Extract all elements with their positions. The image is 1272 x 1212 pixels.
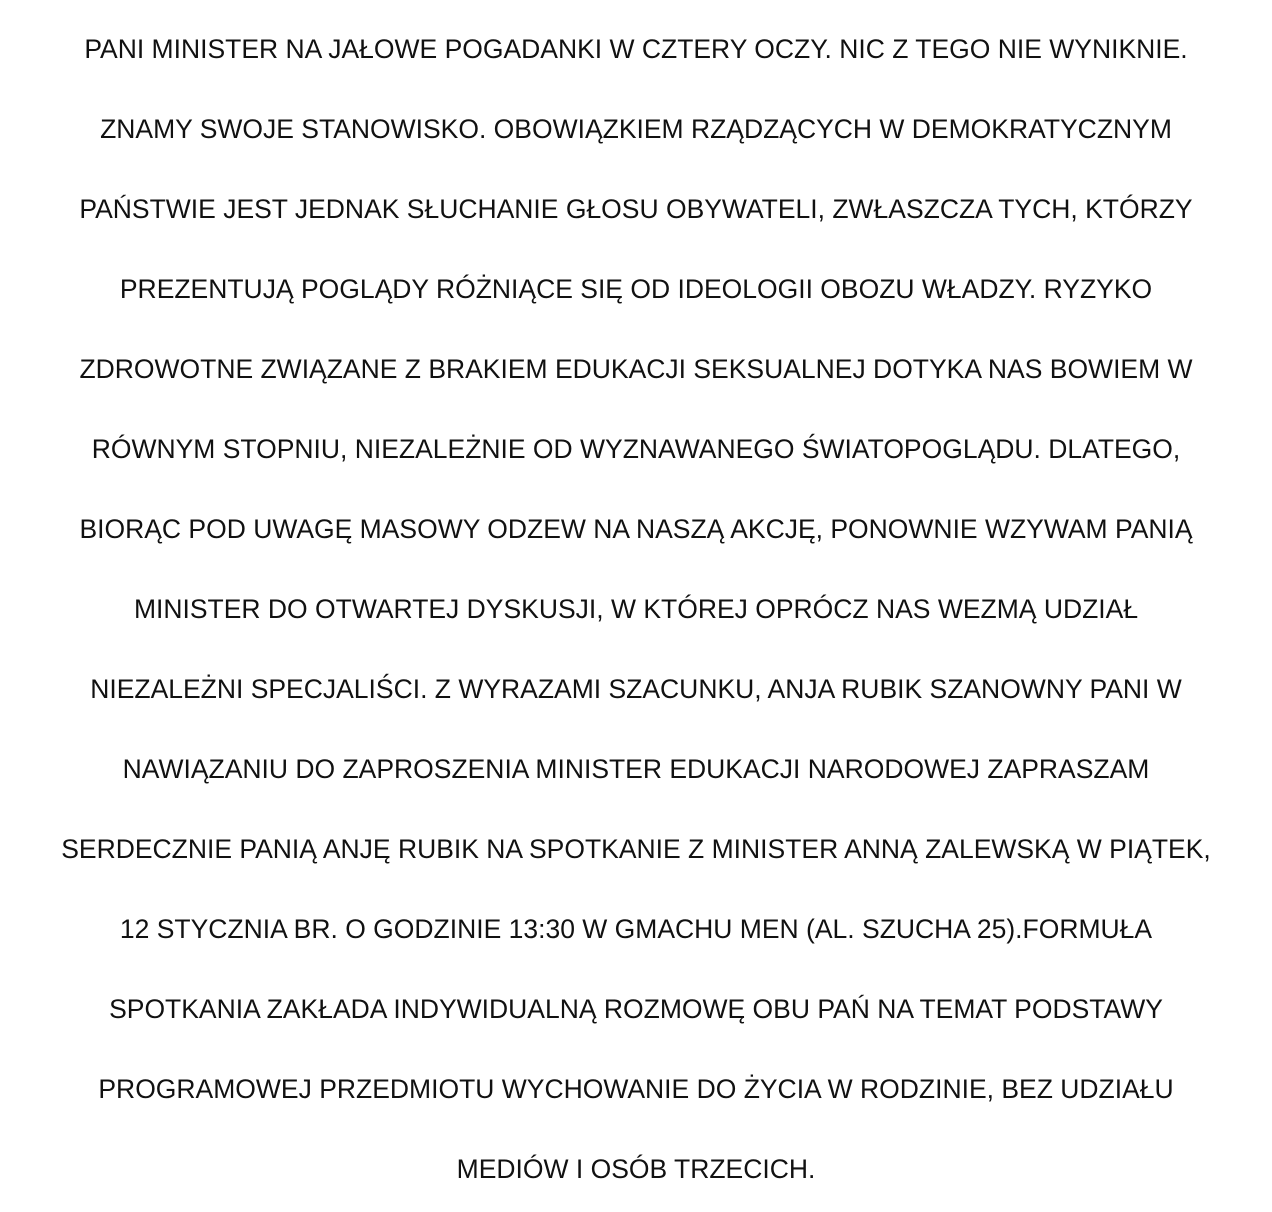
text-line-7: BIORĄC POD UWAGĘ MASOWY ODZEW NA NASZĄ AKCJĘ, PONOWNIE WZYWAM PANIĄ [79,514,1193,544]
text-line-5: ZDROWOTNE ZWIĄZANE Z BRAKIEM EDUKACJI SEKSUALNEJ DOTYKA NAS BOWIEM W [79,354,1193,384]
text-line-14: PROGRAMOWEJ PRZEDMIOTU WYCHOWANIE DO ŻYCIA W RODZINIE, BEZ UDZIAŁU [98,1074,1174,1104]
text-line-12: 12 STYCZNIA BR. O GODZINIE 13:30 W GMACHU MEN (AL. SZUCHA 25).FORMUŁA [119,914,1153,944]
text-line-2: ZNAMY SWOJE STANOWISKO. OBOWIĄZKIEM RZĄDZĄCYCH W DEMOKRATYCZNYM [100,114,1172,144]
text-line-11: SERDECZNIE PANIĄ ANJĘ RUBIK NA SPOTKANIE Z MINISTER ANNĄ ZALEWSKĄ W PIĄTEK, [61,834,1211,864]
text-line-6: RÓWNYM STOPNIU, NIEZALEŻNIE OD WYZNAWANEGO ŚWIATOPOGLĄDU. DLATEGO, [91,434,1181,464]
text-line-8: MINISTER DO OTWARTEJ DYSKUSJI, W KTÓREJ OPRÓCZ NAS WEZMĄ UDZIAŁ [133,594,1139,624]
text-line-9: NIEZALEŻNI SPECJALIŚCI. Z WYRAZAMI SZACUNKU, ANJA RUBIK SZANOWNY PANI W [90,674,1182,704]
text-line-15: MEDIÓW I OSÓB TRZECICH. [456,1154,816,1184]
text-line-13: SPOTKANIA ZAKŁADA INDYWIDUALNĄ ROZMOWĘ OBU PAŃ NA TEMAT PODSTAWY [109,994,1163,1024]
text-line-1: PANI MINISTER NA JAŁOWE POGADANKI W CZTERY OCZY. NIC Z TEGO NIE WYNIKNIE. [84,34,1188,64]
text-line-4: PREZENTUJĄ POGLĄDY RÓŻNIĄCE SIĘ OD IDEOLOGII OBOZU WŁADZY. RYZYKO [119,274,1153,304]
text-line-10: NAWIĄZANIU DO ZAPROSZENIA MINISTER EDUKACJI NARODOWEJ ZAPRASZAM [122,754,1150,784]
text-line-3: PAŃSTWIE JEST JEDNAK SŁUCHANIE GŁOSU OBYWATELI, ZWŁASZCZA TYCH, KTÓRZY [79,194,1193,224]
